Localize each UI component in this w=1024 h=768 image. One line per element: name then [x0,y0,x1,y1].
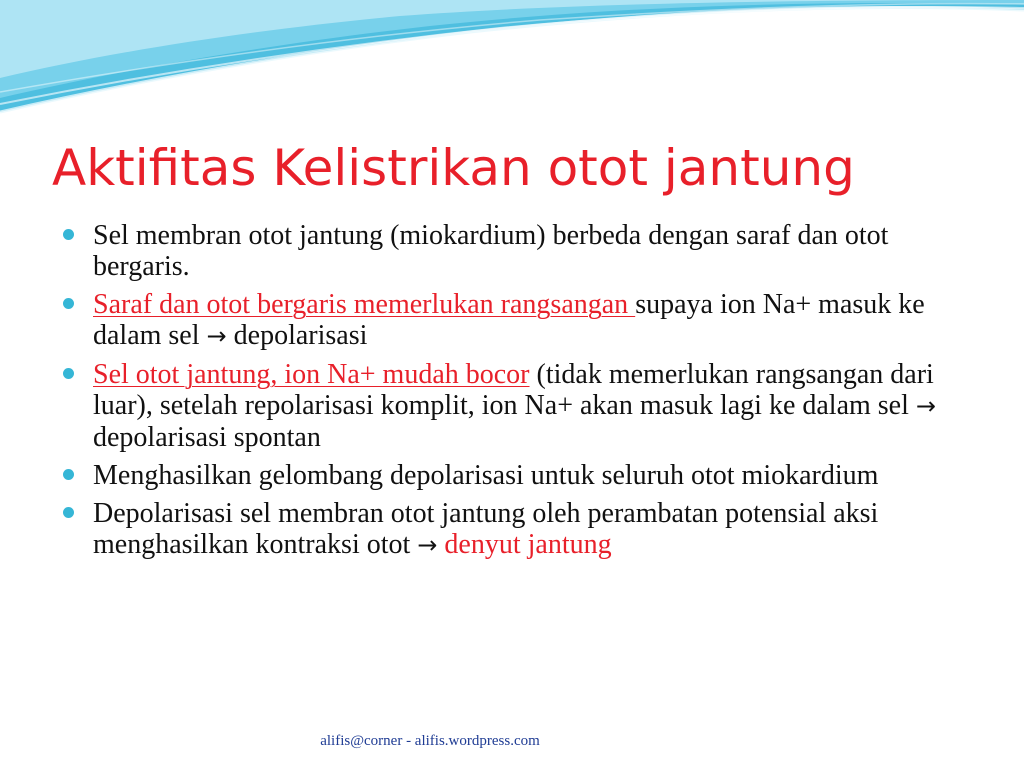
bullet-text: depolarisasi [226,320,368,351]
slide-footer: alifis@corner - alifis.wordpress.com [320,733,540,749]
bullet-item [62,498,982,561]
bullet-item [62,359,982,453]
right-arrow-icon: → [206,322,227,350]
bullet-text: Depolarisasi sel membran otot jantung oleh perambatan potensial aksi menghasilkan kontraksi otot [93,498,879,560]
bullet-text: depolarisasi spontan [93,422,321,453]
header-wave-decoration [0,0,1024,120]
bullet-dot-icon [63,298,74,309]
bullet-dot-icon [63,469,74,480]
slide-title: Aktifitas Kelistrikan otot jantung [52,139,855,197]
bullet-dot-icon [63,507,74,518]
bullet-text: Sel membran otot jantung (miokardium) berbeda dengan saraf dan otot bergaris. [93,220,889,282]
bullet-item [62,289,982,352]
bullet-highlight-text: Sel otot jantung, ion Na+ mudah bocor [93,359,530,390]
bullet-text: Menghasilkan gelombang depolarisasi untuk seluruh otot miokardium [93,460,879,491]
right-arrow-icon: → [417,531,438,559]
bullet-item [62,460,982,491]
bullet-item [62,220,982,282]
bullet-text: (tidak memerlukan rangsangan dari luar), setelah repolarisasi komplit, ion Na+ akan masuk lagi ke dalam sel [93,359,934,421]
bullet-highlight-text: Saraf dan otot bergaris memerlukan rangsangan [93,289,636,320]
bullet-list [62,220,982,568]
bullet-text: supaya ion Na+ masuk ke dalam sel [93,289,925,351]
bullet-dot-icon [63,229,74,240]
bullet-red-text: denyut jantung [437,529,612,560]
bullet-dot-icon [63,368,74,379]
right-arrow-icon: → [915,392,936,420]
